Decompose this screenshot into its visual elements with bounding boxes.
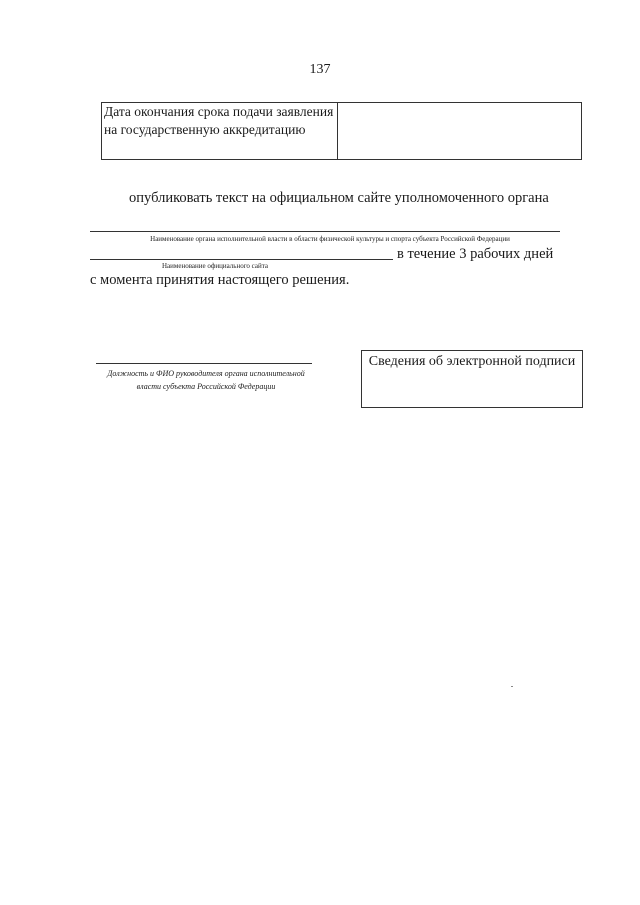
signatory-line (96, 363, 312, 364)
publish-instruction: опубликовать текст на официальном сайте уполномоченного органа (129, 190, 549, 206)
agency-name-caption: Наименование органа исполнительной власти в области физической культуры и спорта субъекта Российской Федерации (150, 235, 510, 243)
decision-moment-text: с момента принятия настоящего решения. (90, 272, 350, 288)
signatory-caption: Должность и ФИО руководителя органа исполнительной власти субъекта Российской Федерации (107, 369, 305, 391)
deadline-value-cell (338, 103, 581, 159)
deadline-label-cell: Дата окончания срока подачи заявления на государственную аккредитацию (102, 103, 338, 159)
page-number: 137 (309, 62, 331, 77)
deadline-text: в течение 3 рабочих дней (397, 246, 554, 262)
accreditation-deadline-table (101, 102, 582, 160)
electronic-signature-box: Сведения об электронной подписи (361, 350, 583, 408)
agency-name-line (90, 231, 560, 232)
scan-artifact (511, 686, 513, 687)
website-name-caption: Наименование официального сайта (162, 262, 268, 270)
website-name-line (90, 259, 393, 260)
